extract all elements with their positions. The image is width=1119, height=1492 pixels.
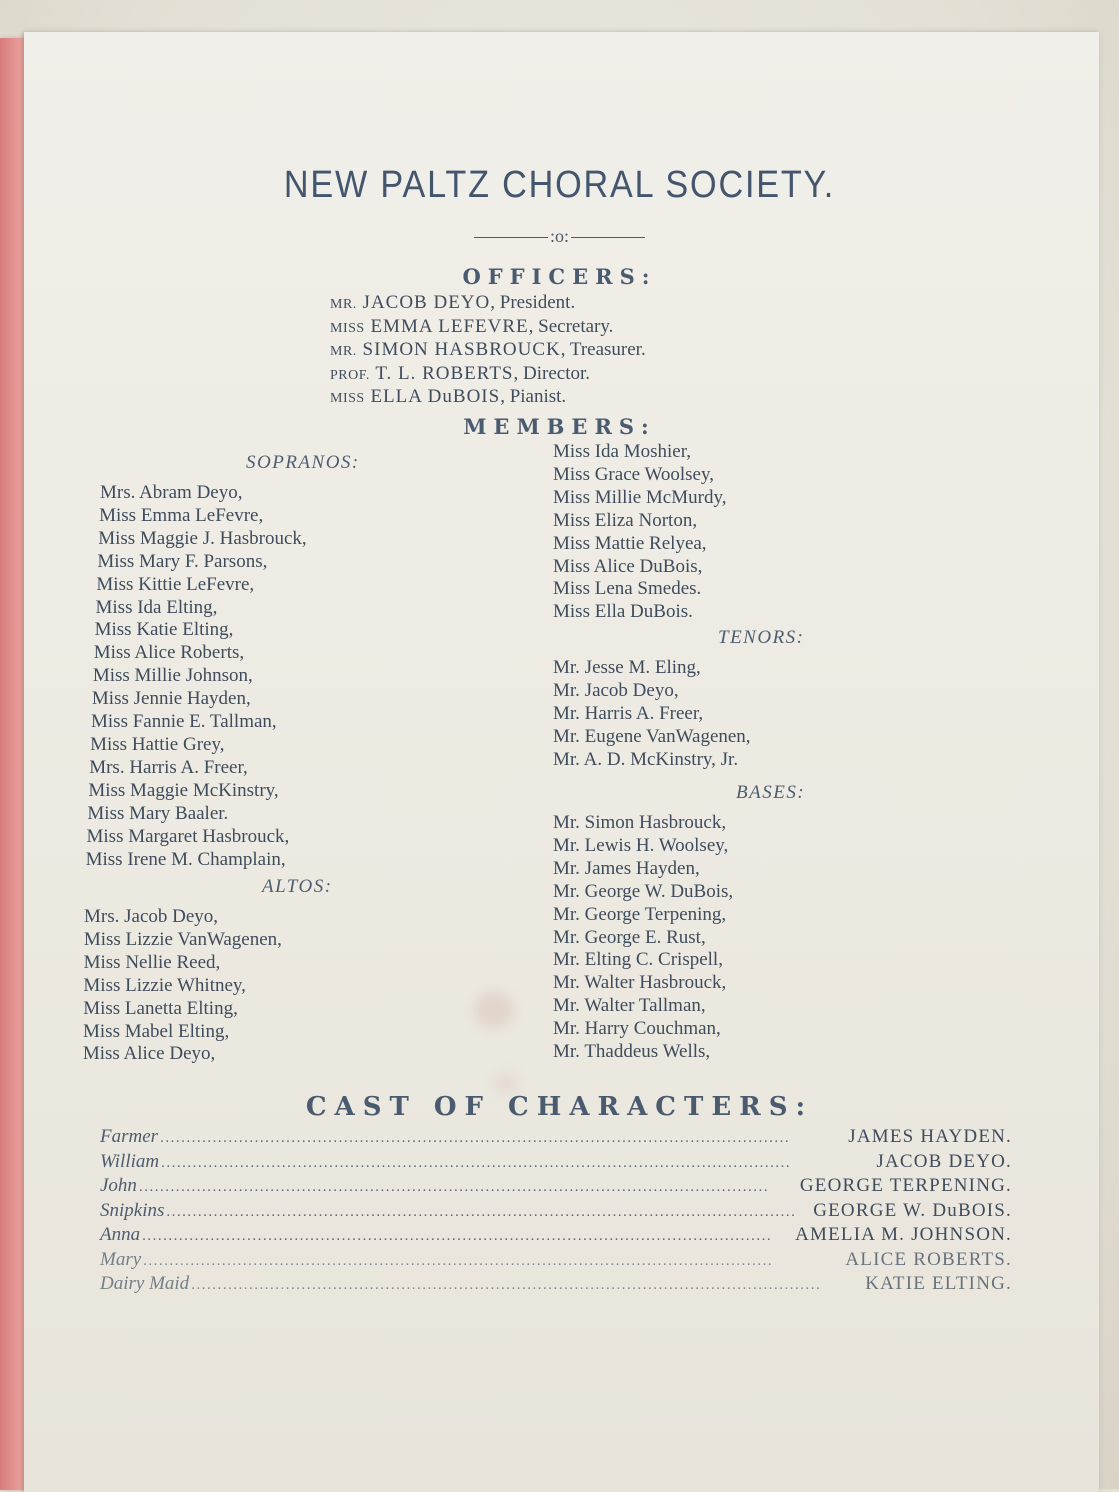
officer-name: EMMA LEFEVRE: [364, 315, 529, 337]
member-name: Miss Jennie Hayden,: [91, 688, 251, 710]
dot-leader: ........................................................................................................................: [160, 1130, 791, 1146]
officer-title: MR.: [330, 297, 357, 312]
actor-name: GEORGE TERPENING.: [799, 1175, 1012, 1196]
bases-list: [553, 812, 733, 1064]
member-name: Mr. Walter Tallman,: [553, 995, 706, 1017]
officer-title: PROF.: [330, 367, 370, 383]
member-name: Mr. Eugene VanWagenen,: [553, 725, 751, 747]
member-name: Mrs. Abram Deyo,: [100, 482, 243, 503]
member-name: Miss Alice Roberts,: [93, 642, 245, 664]
actor-name: GEORGE W. DuBOIS.: [813, 1199, 1012, 1221]
member-name: Mr. James Hayden,: [553, 857, 700, 879]
officer-role: , Pianist.: [500, 386, 567, 408]
tenors-label: TENORS:: [718, 627, 805, 648]
character-name: John: [100, 1175, 137, 1196]
officer-name: ELLA DuBOIS: [364, 386, 501, 408]
cast-row: [100, 1249, 1012, 1273]
member-name: Mrs. Jacob Deyo,: [84, 906, 219, 927]
dot-leader: ........................................................................................................................: [138, 1179, 769, 1195]
member-name: Miss Grace Woolsey,: [553, 463, 714, 485]
officer-title: MISS: [330, 320, 365, 336]
altos-list: [84, 906, 282, 1066]
cast-row: [100, 1151, 1012, 1175]
character-name: Farmer: [100, 1126, 159, 1147]
officer-name: T. L. ROBERTS: [369, 362, 514, 384]
sopranos-list: [85, 482, 307, 871]
officer-name: SIMON HASBROUCK: [356, 339, 561, 361]
officers-heading: OFFICERS:: [462, 264, 657, 289]
member-name: Miss Lena Smedes.: [553, 578, 702, 600]
cast-row: [100, 1175, 1012, 1199]
officer-role: , Secretary.: [528, 315, 614, 337]
member-name: Mr. Walter Hasbrouck,: [553, 972, 727, 994]
cast-row: [100, 1200, 1012, 1224]
dot-leader: ........................................................................................................................: [143, 1252, 774, 1269]
dot-leader: ........................................................................................................................: [142, 1228, 773, 1244]
member-name: Miss Ella DuBois.: [553, 601, 693, 623]
member-name: Mr. George W. DuBois,: [553, 880, 734, 902]
member-name: Miss Ida Elting,: [95, 596, 218, 618]
actor-name: JAMES HAYDEN.: [848, 1126, 1012, 1147]
member-name: Mr. Lewis H. Woolsey,: [553, 834, 729, 856]
member-name: Mr. A. D. McKinstry, Jr.: [553, 748, 739, 770]
title-separator: :o:: [0, 226, 1119, 247]
member-name: Miss Lizzie VanWagenen,: [83, 928, 282, 950]
actor-name: AMELIA M. JOHNSON.: [795, 1224, 1012, 1245]
character-name: William: [100, 1150, 160, 1172]
character-name: Mary: [100, 1248, 142, 1270]
officer-row: [330, 386, 646, 410]
member-name: Mr. George Terpening,: [553, 903, 727, 925]
officer-title: MR.: [330, 344, 357, 360]
members-heading: MEMBERS:: [463, 414, 656, 439]
member-name: Mr. Elting C. Crispell,: [553, 949, 723, 971]
member-name: Miss Mary Baaler.: [87, 802, 229, 824]
cast-heading: CAST OF CHARACTERS:: [305, 1092, 814, 1122]
officer-row: [330, 339, 646, 363]
actor-name: KATIE ELTING.: [865, 1273, 1012, 1294]
paper-stain: [474, 992, 514, 1028]
member-name: Mr. Thaddeus Wells,: [553, 1041, 711, 1063]
officer-role: , Treasurer.: [560, 339, 646, 361]
member-name: Miss Millie Johnson,: [92, 665, 253, 687]
member-name: Miss Fannie E. Tallman,: [91, 711, 277, 733]
member-name: Miss Maggie McKinstry,: [88, 779, 279, 801]
cast-row: [100, 1126, 1012, 1150]
member-name: Miss Alice DuBois,: [553, 555, 703, 577]
sopranos-label: SOPRANOS:: [246, 452, 360, 473]
cast-row: [100, 1273, 1012, 1297]
member-name: Miss Mary F. Parsons,: [97, 550, 268, 572]
member-name: Miss Irene M. Champlain,: [85, 848, 286, 870]
member-name: Miss Lanetta Elting,: [83, 997, 238, 1019]
dot-leader: ........................................................................................................................: [161, 1154, 792, 1171]
officer-title: MISS: [330, 391, 365, 407]
officer-row: [330, 292, 646, 316]
officer-role: , Director.: [513, 362, 591, 384]
bases-label: BASES:: [736, 782, 806, 803]
member-name: Miss Eliza Norton,: [553, 509, 698, 531]
member-name: Mr. Jacob Deyo,: [553, 679, 679, 701]
member-name: Mr. Jesse M. Eling,: [553, 657, 701, 678]
member-name: Miss Millie McMurdy,: [553, 486, 727, 508]
page-title: NEW PALTZ CHORAL SOCIETY.: [283, 164, 836, 206]
member-name: Miss Nellie Reed,: [83, 951, 221, 973]
actor-name: JACOB DEYO.: [876, 1150, 1012, 1172]
officers-list: [330, 292, 646, 410]
member-name: Miss Lizzie Whitney,: [83, 974, 246, 996]
member-name: Miss Maggie J. Hasbrouck,: [98, 527, 307, 549]
officer-name: JACOB DEYO: [356, 292, 491, 313]
member-name: Miss Mabel Elting,: [83, 1020, 230, 1042]
member-name: Mr. George E. Rust,: [553, 926, 706, 948]
member-name: Mr. Harry Couchman,: [553, 1018, 721, 1040]
character-name: Snipkins: [100, 1199, 165, 1221]
character-name: Anna: [100, 1224, 141, 1245]
officer-role: , President.: [490, 292, 576, 313]
member-name: Mr. Harris A. Freer,: [553, 702, 704, 724]
sopranos-continued-list: [553, 441, 726, 624]
tenors-list: [553, 657, 751, 772]
altos-label: ALTOS:: [262, 876, 333, 897]
member-name: Miss Alice Deyo,: [82, 1043, 216, 1065]
member-name: Miss Ida Moshier,: [553, 441, 692, 462]
cast-row: [100, 1224, 1012, 1248]
member-name: Miss Hattie Grey,: [90, 733, 225, 755]
actor-name: ALICE ROBERTS.: [845, 1248, 1012, 1270]
member-name: Mrs. Harris A. Freer,: [89, 756, 248, 778]
officer-row: [330, 363, 646, 387]
paper-stain: [494, 1072, 518, 1094]
member-name: Mr. Simon Hasbrouck,: [553, 812, 727, 833]
officer-row: [330, 316, 646, 340]
character-name: Dairy Maid: [100, 1273, 190, 1294]
member-name: Miss Katie Elting,: [94, 619, 234, 641]
member-name: Miss Mattie Relyea,: [553, 532, 707, 554]
member-name: Miss Emma LeFevre,: [99, 504, 264, 526]
dot-leader: ........................................................................................................................: [166, 1203, 797, 1220]
member-name: Miss Kittie LeFevre,: [96, 573, 255, 595]
member-name: Miss Margaret Hasbrouck,: [86, 825, 290, 847]
dot-leader: ........................................................................................................................: [191, 1277, 822, 1293]
